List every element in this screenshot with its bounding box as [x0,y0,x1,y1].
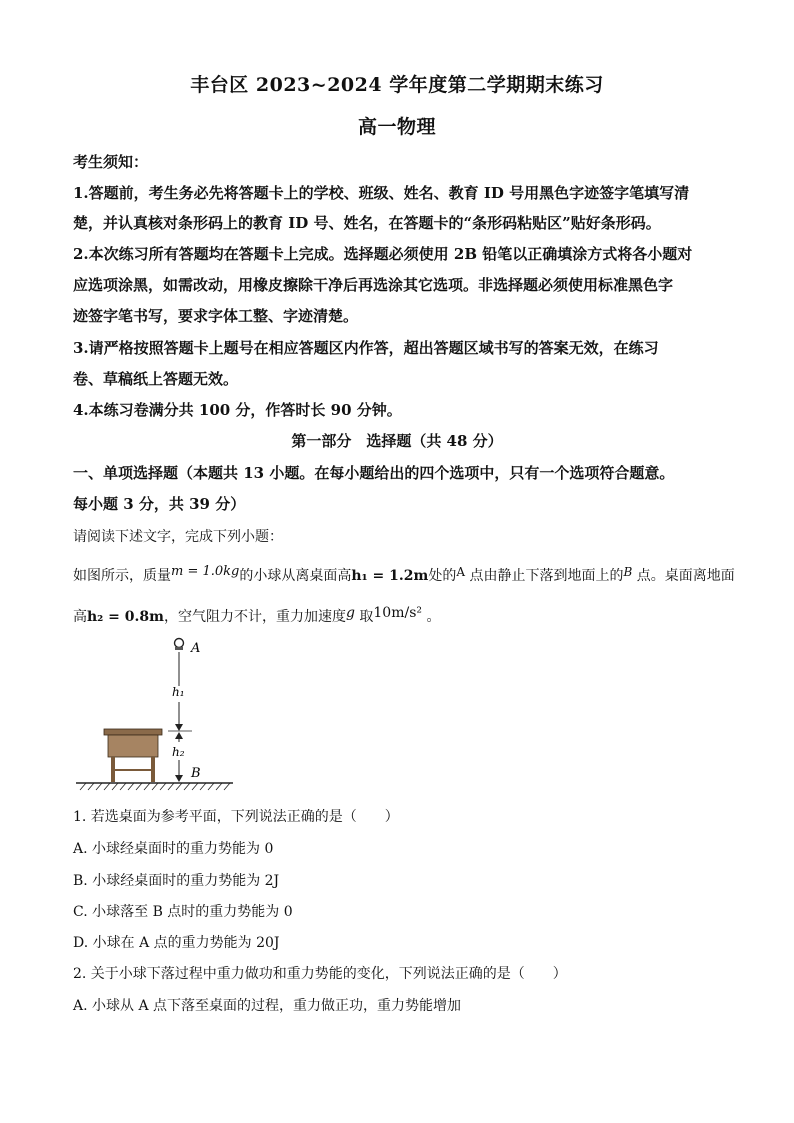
question-1-option-c[interactable]: C. 小球落至 B 点时的重力势能为 0 [73,904,293,920]
question-1-option-b[interactable]: B. 小球经桌面时的重力势能为 2J [73,873,280,889]
problem-stem-line-1 [73,565,735,585]
notice-item-4: 4.本练习卷满分共 100 分，作答时长 90 分钟。 [73,401,402,419]
ball-icon [175,639,184,648]
arrow-down-icon [175,724,183,731]
stem-text: 如图所示，质量 [73,568,171,584]
table-top [104,729,162,735]
arrow-down-icon [175,775,183,782]
stem-text: 取 [354,609,374,625]
question-1-stem: 1. 若选桌面为参考平面，下列说法正确的是（ ） [73,809,399,825]
stem-text: ，空气阻力不计，重力加速度 [163,609,346,625]
ground-hatching [80,783,230,790]
notice-item-1-line-1: 1.答题前，考生务必先将答题卡上的学校、班级、姓名、教育 ID 号用黑色字迹签字笔填写清 [73,184,690,202]
stem-text: 的小球从离桌面高 [239,568,352,584]
gravity-value: 10m/s² [373,605,422,621]
ball-stand-icon [175,647,183,650]
arrow-up-icon [175,732,183,739]
question-2-stem: 2. 关于小球下落过程中重力做功和重力势能的变化，下列说法正确的是（ ） [73,966,567,982]
label-point-b: B [191,766,201,781]
question-2-option-a[interactable]: A. 小球从 A 点下落至桌面的过程，重力做正功，重力势能增加 [73,998,462,1014]
exam-subject: 高一物理 [357,116,436,138]
label-h2: h₂ [172,745,185,759]
notice-item-2-line-2: 应选项涂黑，如需改动，用橡皮擦除干净后再选涂其它选项。非选择题必须使用标准黑色字 [73,276,674,294]
notice-item-3-line-2: 卷、草稿纸上答题无效。 [73,370,239,388]
question-1-option-a[interactable]: A. 小球经桌面时的重力势能为 0 [73,841,274,857]
stem-text: 点由静止下落到地面上的 [465,568,624,584]
height-h2-value: h₂ = 0.8m [87,609,164,625]
height-h1-value: h₁ = 1.2m [351,568,429,584]
notice-item-2-line-1: 2.本次练习所有答题均在答题卡上完成。选择题必须使用 2B 铅笔以正确填涂方式将各小题对 [73,245,693,263]
stem-text: 高 [73,609,87,625]
exam-title: 丰台区 2023~2024 学年度第二学期期末练习 [190,74,604,96]
problem-stem-line-2 [73,606,440,626]
stem-text: 处的 [428,568,457,584]
notice-item-1-line-2: 楚，并认真核对条形码上的教育 ID 号、姓名，在答题卡的“条形码粘贴区”贴好条形码。 [73,214,661,232]
label-point-a: A [191,641,201,656]
gravity-symbol: g [345,605,355,621]
reading-intro: 请阅读下述文字，完成下列小题： [73,529,283,545]
section-heading-line-2: 每小题 3 分，共 39 分） [73,495,246,513]
notice-item-3-line-1: 3.请严格按照答题卡上题号在相应答题区内作答，超出答题区域书写的答案无效，在练习 [73,339,659,357]
label-h1: h₁ [172,685,185,699]
point-b-symbol: B [623,565,633,579]
point-a-symbol: A [456,565,465,579]
question-1-option-d[interactable]: D. 小球在 A 点的重力势能为 20J [73,935,280,951]
falling-ball-figure [68,632,248,792]
notice-item-2-line-3: 迹签字笔书写，要求字体工整、字迹清楚。 [73,307,359,325]
notice-heading: 考生须知： [73,153,149,171]
section-heading-line-1: 一、单项选择题（本题共 13 小题。在每小题给出的四个选项中，只有一个选项符合题意。 [73,464,675,482]
stem-text: 。 [422,609,441,625]
part-one-heading: 第一部分 选择题（共 48 分） [291,432,503,450]
table-body [108,735,158,757]
mass-value: m = 1.0kg [171,564,240,579]
stem-text: 点。桌面离地面 [632,568,735,584]
